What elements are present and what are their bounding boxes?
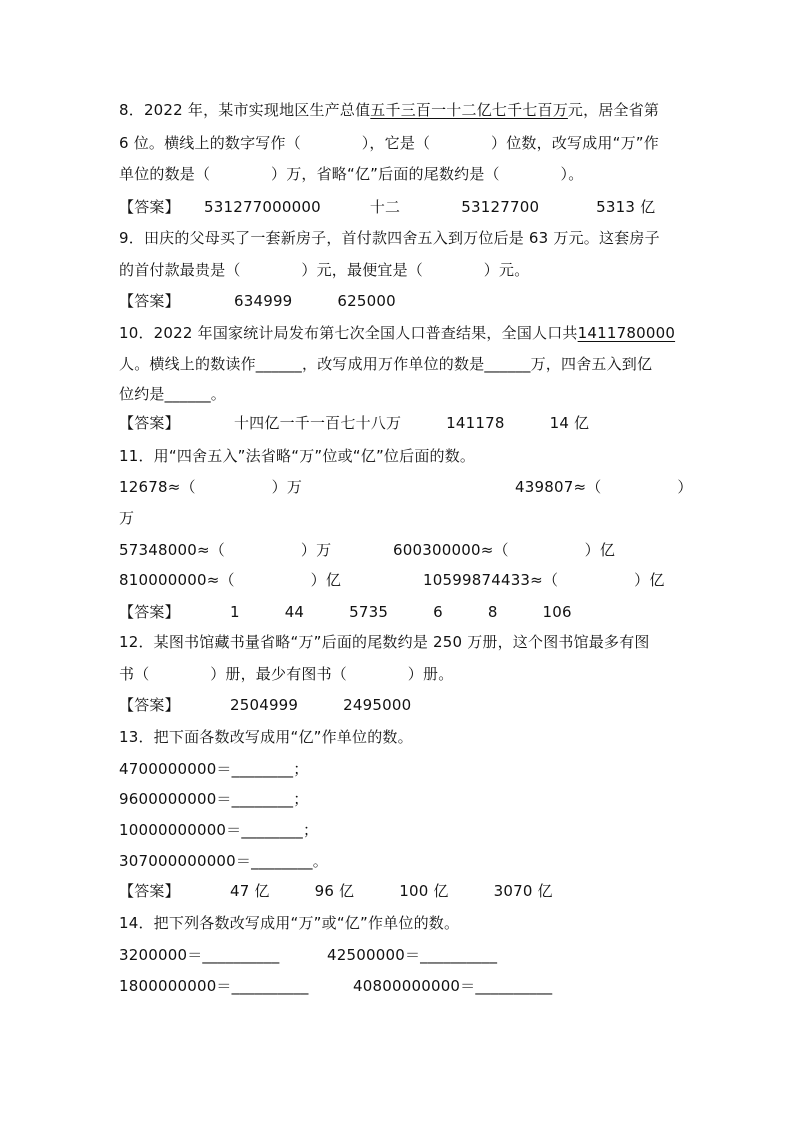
- answer-value: 2504999: [229, 696, 299, 714]
- answer-value: 531277000000: [203, 198, 321, 216]
- q8-line-1: [119, 100, 659, 120]
- q8-text: 8．2022 年，某市实现地区生产总值: [119, 101, 371, 119]
- q11-answer: [119, 602, 612, 622]
- answer-value: 1: [229, 603, 240, 621]
- answer-value: 44: [284, 603, 305, 621]
- answer-value: 十二: [369, 198, 401, 216]
- answer-value: 14 亿: [549, 414, 590, 432]
- q11-item: 12678≈（ ）万: [119, 478, 303, 496]
- answer-value: 5313 亿: [596, 198, 656, 216]
- q8-underlined-text: 五千三百一十二亿七千七百万: [370, 101, 568, 119]
- q8-text: 元，居全省第: [567, 101, 660, 119]
- q13-item: 307000000000＝________。: [119, 852, 328, 870]
- q11-item: 439807≈（ ）: [515, 478, 693, 496]
- q11-item: 600300000≈（ ）亿: [393, 541, 616, 559]
- q13-item: 10000000000＝________；: [119, 821, 319, 839]
- q12-answer: [119, 695, 451, 715]
- q11-title: 11．用“四舍五入”法省略“万”位或“亿”位后面的数。: [119, 447, 476, 465]
- answer-value: 100 亿: [399, 882, 449, 900]
- q9-line-1: 9．田庆的父母买了一套新房子，首付款四舍五入到万位后是 63 万元。这套房子: [119, 229, 660, 247]
- q9-answer: [119, 291, 436, 311]
- q10-line-3: 位约是______。: [119, 385, 227, 403]
- q14-item: 42500000＝__________: [327, 946, 498, 964]
- q8-answer: [119, 197, 695, 217]
- q11-item: 810000000≈（ ）亿: [119, 571, 342, 589]
- q11-item-unit: 万: [119, 509, 135, 527]
- q13-item: 4700000000＝________；: [119, 760, 309, 778]
- q10-text: 10．2022 年国家统计局发布第七次全国人口普查结果，全国人口共: [119, 324, 578, 342]
- q10-answer: [119, 413, 629, 433]
- q12-line-1: 12．某图书馆藏书量省略“万”后面的尾数约是 250 万册，这个图书馆最多有图: [119, 633, 650, 651]
- answer-value: 5735: [349, 603, 389, 621]
- answer-value: 2495000: [343, 696, 412, 714]
- answer-label: 【答案】: [119, 603, 180, 621]
- answer-value: 53127700: [461, 198, 540, 216]
- answer-label: 【答案】: [119, 198, 180, 216]
- answer-value: 96 亿: [314, 882, 355, 900]
- answer-value: 8: [487, 603, 498, 621]
- q13-item: 9600000000＝________；: [119, 790, 309, 808]
- answer-label: 【答案】: [119, 882, 180, 900]
- q14-title: 14．把下列各数改写成用“万”或“亿”作单位的数。: [119, 914, 460, 932]
- answer-value: 3070 亿: [493, 882, 553, 900]
- q14-item: 1800000000＝__________: [119, 977, 309, 995]
- answer-value: 634999: [233, 292, 293, 310]
- q13-answer: [119, 881, 593, 901]
- q12-line-2: 书（ ）册，最少有图书（ ）册。: [119, 665, 454, 683]
- answer-label: 【答案】: [119, 696, 180, 714]
- q8-line-3: 单位的数是（ ）万，省略“亿”后面的尾数约是（ ）。: [119, 165, 584, 183]
- answer-value: 141178: [446, 414, 505, 432]
- answer-value: 6: [433, 603, 443, 621]
- answer-value: 106: [542, 603, 572, 621]
- answer-value: 十四亿一千一百七十八万: [233, 414, 402, 432]
- q10-line-2: 人。横线上的数读作______，改写成用万作单位的数是______万，四舍五入到亿: [119, 355, 653, 373]
- q8-line-2: 6 位。横线上的数字写作（ ），它是（ ）位数，改写成用“万”作: [119, 134, 659, 152]
- answer-value: 625000: [337, 292, 396, 310]
- q13-title: 13．把下面各数改写成用“亿”作单位的数。: [119, 728, 413, 746]
- q10-line-1: [119, 323, 675, 343]
- q9-line-2: 的首付款最贵是（ ）元，最便宜是（ ）元。: [119, 261, 530, 279]
- q10-underlined-number: 1411780000: [577, 324, 676, 342]
- q11-item: 57348000≈（ ）万: [119, 541, 332, 559]
- answer-value: 47 亿: [229, 882, 270, 900]
- q14-item: 40800000000＝__________: [353, 977, 553, 995]
- q14-item: 3200000＝__________: [119, 946, 280, 964]
- q11-item: 10599874433≈（ ）亿: [423, 571, 665, 589]
- answer-label: 【答案】: [119, 414, 180, 432]
- answer-label: 【答案】: [119, 292, 180, 310]
